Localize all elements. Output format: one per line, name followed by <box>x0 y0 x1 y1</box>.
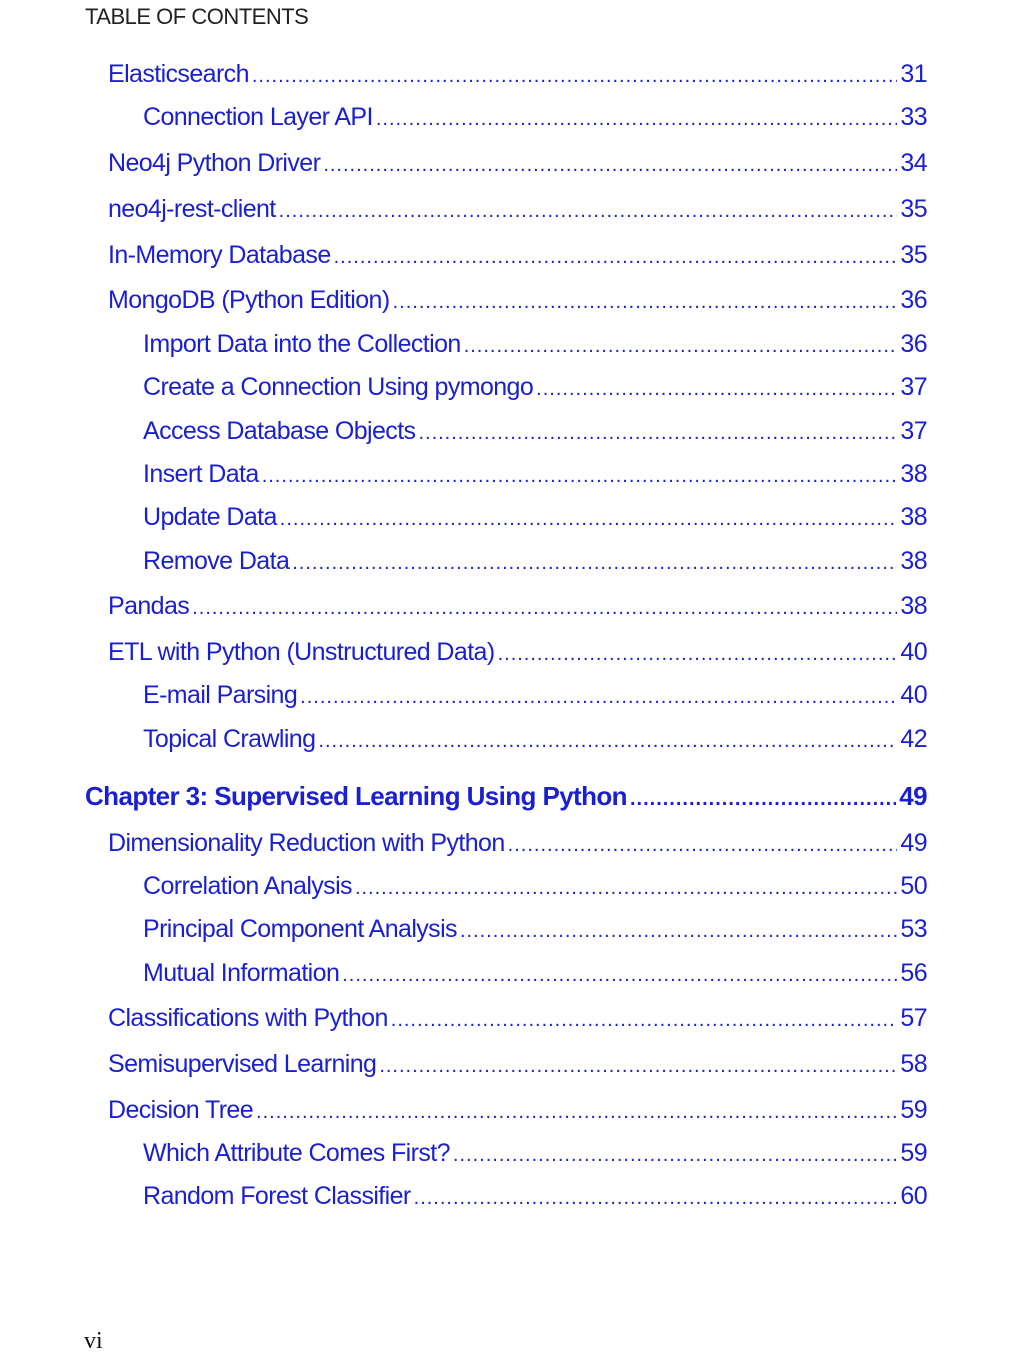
toc-entry-page: 38 <box>900 460 927 488</box>
toc-entry-title: ETL with Python (Unstructured Data) <box>108 638 495 666</box>
toc-dot-leader <box>262 465 898 488</box>
toc-entry-page: 56 <box>900 959 927 987</box>
toc-dot-leader <box>318 730 897 753</box>
toc-dot-leader <box>192 597 897 620</box>
toc-entry-in-memory-database[interactable] <box>108 241 927 273</box>
toc-entry-title: Access Database Objects <box>143 417 416 445</box>
toc-entry-page: 38 <box>900 592 927 620</box>
toc-entry-title: Neo4j Python Driver <box>108 149 321 177</box>
toc-entry-title: Dimensionality Reduction with Python <box>108 829 505 857</box>
toc-entry-update-data[interactable] <box>143 503 927 535</box>
toc-entry-page: 36 <box>900 286 927 314</box>
toc-entry-dimensionality-reduction[interactable] <box>108 829 927 861</box>
toc-entry-decision-tree[interactable] <box>108 1096 927 1128</box>
toc-entry-page: 37 <box>900 417 927 445</box>
toc-entry-title: Correlation Analysis <box>143 872 352 900</box>
toc-chapter-title: Chapter 3: Supervised Learning Using Python <box>85 781 627 811</box>
toc-entry-random-forest-classifier[interactable] <box>143 1182 927 1214</box>
toc-entry-import-data[interactable] <box>143 330 927 362</box>
toc-dot-leader <box>376 108 898 131</box>
toc-entry-page: 31 <box>900 60 927 88</box>
toc-entry-which-attribute-comes-first[interactable] <box>143 1139 927 1171</box>
toc-entry-mongodb-python-edition[interactable] <box>108 286 927 318</box>
toc-chapter-3[interactable] <box>85 781 927 813</box>
toc-entry-title: Topical Crawling <box>143 725 316 753</box>
toc-entry-page: 37 <box>900 373 927 401</box>
toc-chapter-page: 49 <box>899 781 927 811</box>
toc-entry-title: Pandas <box>108 592 190 620</box>
toc-dot-leader <box>279 200 898 223</box>
toc-entry-page: 40 <box>900 638 927 666</box>
toc-dot-leader <box>630 788 896 811</box>
toc-entry-access-database-objects[interactable] <box>143 417 927 449</box>
toc-dot-leader <box>498 643 898 666</box>
toc-entry-page: 40 <box>900 681 927 709</box>
toc-dot-leader <box>355 877 897 900</box>
toc-entry-page: 38 <box>900 547 927 575</box>
toc-entry-title: Insert Data <box>143 460 259 488</box>
toc-entry-neo4j-python-driver[interactable] <box>108 149 927 181</box>
toc-dot-leader <box>334 246 898 269</box>
toc-entry-page: 35 <box>900 241 927 269</box>
toc-entry-create-connection-pymongo[interactable] <box>143 373 927 405</box>
toc-entry-remove-data[interactable] <box>143 547 927 579</box>
toc-entry-page: 34 <box>900 149 927 177</box>
toc-entry-title: Random Forest Classifier <box>143 1182 411 1210</box>
toc-entry-title: Connection Layer API <box>143 103 373 131</box>
toc-dot-leader <box>393 291 898 314</box>
toc-entry-page: 33 <box>900 103 927 131</box>
toc-dot-leader <box>418 422 897 445</box>
toc-entry-title: Classifications with Python <box>108 1004 388 1032</box>
toc-entry-page: 59 <box>900 1096 927 1124</box>
toc-entry-title: In-Memory Database <box>108 241 331 269</box>
toc-dot-leader <box>460 920 897 943</box>
toc-dot-leader <box>342 964 897 987</box>
toc-entry-page: 49 <box>900 829 927 857</box>
toc-dot-leader <box>280 508 898 531</box>
toc-entry-semisupervised-learning[interactable] <box>108 1050 927 1082</box>
toc-entry-title: Which Attribute Comes First? <box>143 1139 450 1167</box>
toc-dot-leader <box>323 154 897 177</box>
toc-dot-leader <box>292 552 897 575</box>
toc-entry-page: 60 <box>900 1182 927 1210</box>
toc-entry-page: 35 <box>900 195 927 223</box>
toc-entry-page: 50 <box>900 872 927 900</box>
toc-dot-leader <box>464 335 898 358</box>
toc-entry-mutual-information[interactable] <box>143 959 927 991</box>
toc-entry-insert-data[interactable] <box>143 460 927 492</box>
toc-entry-title: Decision Tree <box>108 1096 254 1124</box>
toc-entry-page: 57 <box>900 1004 927 1032</box>
toc-entry-page: 59 <box>900 1139 927 1167</box>
toc-dot-leader <box>536 378 897 401</box>
toc-dot-leader <box>453 1144 897 1167</box>
toc-entry-email-parsing[interactable] <box>143 681 927 713</box>
toc-entry-title: Mutual Information <box>143 959 340 987</box>
toc-dot-leader <box>379 1055 897 1078</box>
toc-entry-title: Remove Data <box>143 547 290 575</box>
toc-entry-etl-with-python[interactable] <box>108 638 927 670</box>
toc-entry-neo4j-rest-client[interactable] <box>108 195 927 227</box>
toc-entry-topical-crawling[interactable] <box>143 725 927 757</box>
toc-entry-title: Update Data <box>143 503 277 531</box>
toc-dot-leader <box>508 834 898 857</box>
toc-entry-connection-layer-api[interactable] <box>143 103 927 135</box>
toc-entry-page: 36 <box>900 330 927 358</box>
toc-entry-principal-component-analysis[interactable] <box>143 915 927 947</box>
toc-entry-elasticsearch[interactable] <box>108 60 927 92</box>
toc-entry-page: 58 <box>900 1050 927 1078</box>
toc-entry-title: Import Data into the Collection <box>143 330 461 358</box>
running-head: TABLE OF CONTENTS <box>85 4 309 29</box>
toc-entry-title: Create a Connection Using pymongo <box>143 373 534 401</box>
toc-entry-page: 38 <box>900 503 927 531</box>
page-number: vi <box>84 1328 103 1354</box>
toc-dot-leader <box>252 65 898 88</box>
toc-entry-title: neo4j-rest-client <box>108 195 276 223</box>
toc-entry-pandas[interactable] <box>108 592 927 624</box>
toc-dot-leader <box>414 1187 898 1210</box>
toc-entry-title: Semisupervised Learning <box>108 1050 377 1078</box>
toc-entry-title: Principal Component Analysis <box>143 915 457 943</box>
toc-entry-title: MongoDB (Python Edition) <box>108 286 390 314</box>
toc-dot-leader <box>391 1009 898 1032</box>
toc-dot-leader <box>300 686 897 709</box>
toc-entry-page: 53 <box>900 915 927 943</box>
toc-entry-classifications-with-python[interactable] <box>108 1004 927 1036</box>
toc-entry-page: 42 <box>900 725 927 753</box>
toc-entry-title: Elasticsearch <box>108 60 249 88</box>
toc-dot-leader <box>256 1101 897 1124</box>
toc-entry-title: E-mail Parsing <box>143 681 298 709</box>
toc-entry-correlation-analysis[interactable] <box>143 872 927 904</box>
